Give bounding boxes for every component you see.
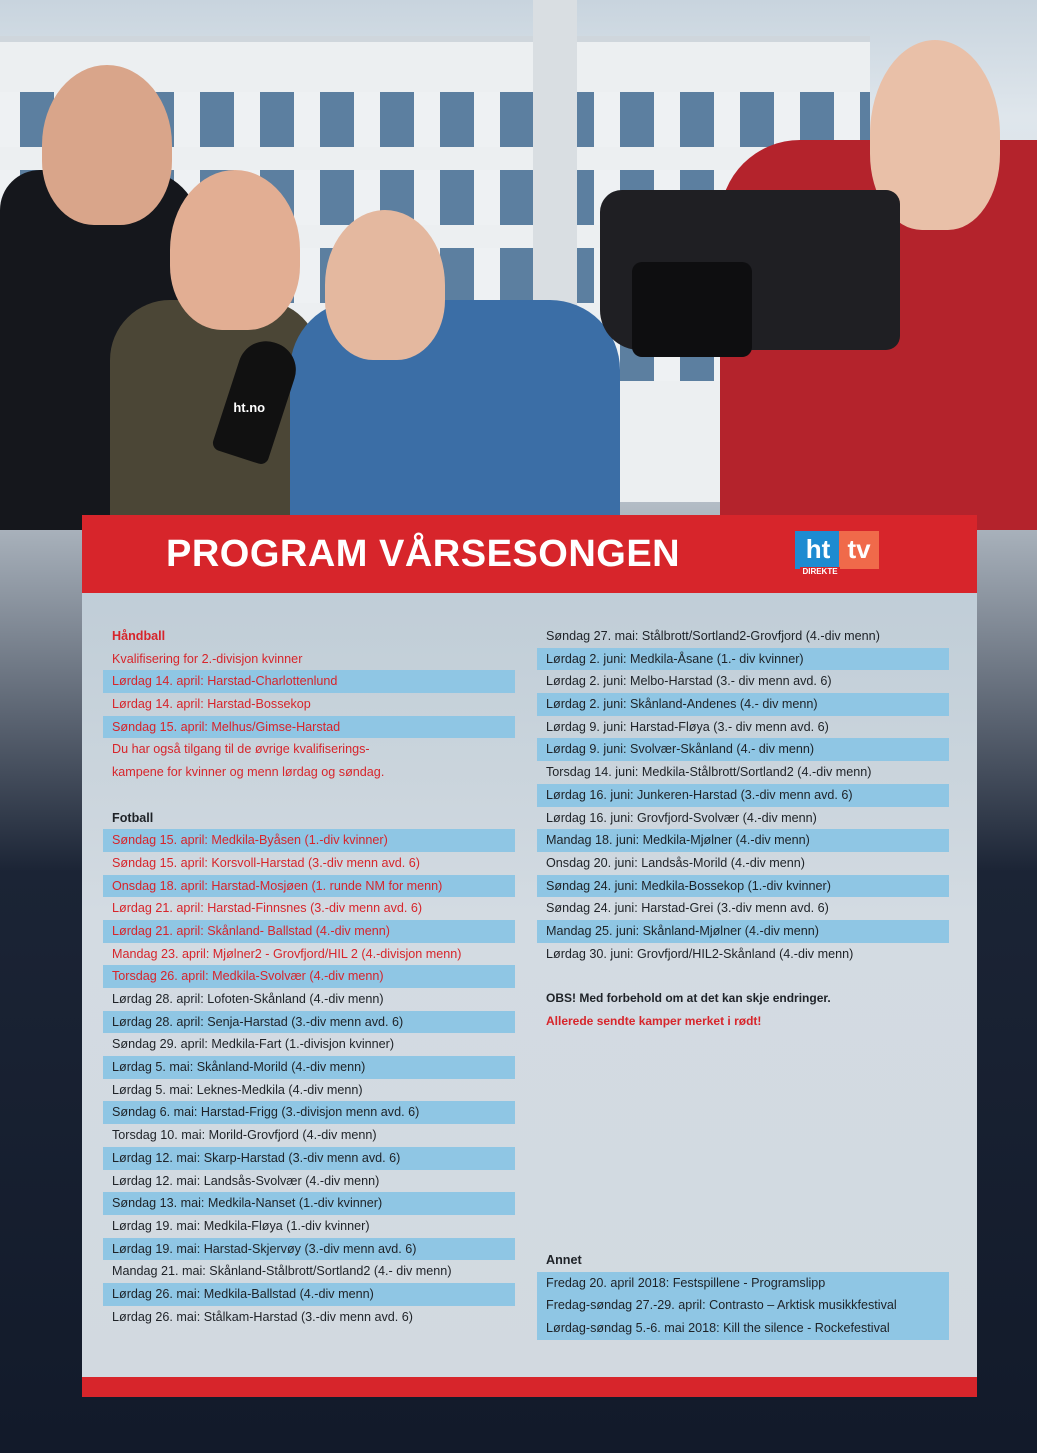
note-line: OBS! Med forbehold om at det kan skje endringer. bbox=[546, 991, 831, 1006]
schedule-row: Lørdag 19. mai: Medkila-Fløya (1.-div kvinner) bbox=[112, 1218, 370, 1233]
schedule-row: Mandag 25. juni: Skånland-Mjølner (4.-div menn) bbox=[537, 920, 949, 943]
schedule-row: Torsdag 14. juni: Medkila-Stålbrott/Sortland2 (4.-div menn) bbox=[546, 765, 872, 780]
schedule-row: Lørdag 14. april: Harstad-Bossekop bbox=[112, 697, 311, 712]
program-card bbox=[82, 515, 977, 1397]
logo-direkte: DIREKTE bbox=[800, 567, 840, 577]
schedule-row: Mandag 23. april: Mjølner2 - Grovfjord/HIL 2 (4.-divisjon menn) bbox=[112, 946, 462, 961]
schedule-row: Mandag 18. juni: Medkila-Mjølner (4.-div menn) bbox=[537, 829, 949, 852]
schedule-row: Lørdag 2. juni: Skånland-Andenes (4.- div menn) bbox=[537, 693, 949, 716]
annet-section bbox=[537, 1249, 949, 1340]
person-glasses-head bbox=[325, 210, 445, 360]
note-line: Allerede sendte kamper merket i rødt! bbox=[546, 1014, 762, 1028]
schedule-row: Lørdag 21. april: Skånland- Ballstad (4.-div menn) bbox=[103, 920, 515, 943]
spacer bbox=[103, 784, 515, 807]
schedule-row: Onsdag 20. juni: Landsås-Morild (4.-div menn) bbox=[546, 855, 805, 870]
schedule-row: Lørdag 28. april: Senja-Harstad (3.-div menn avd. 6) bbox=[103, 1011, 515, 1034]
schedule-row: Lørdag 5. mai: Leknes-Medkila (4.-div menn) bbox=[112, 1082, 363, 1097]
schedule-row: Lørdag 12. mai: Landsås-Svolvær (4.-div menn) bbox=[112, 1173, 380, 1188]
schedule-row: Søndag 15. april: Melhus/Gimse-Harstad bbox=[103, 716, 515, 739]
schedule-row: Søndag 27. mai: Stålbrott/Sortland2-Grovfjord (4.-div menn) bbox=[546, 629, 880, 643]
schedule-row: Lørdag 26. mai: Stålkam-Harstad (3.-div menn avd. 6) bbox=[112, 1309, 413, 1324]
schedule-row: Lørdag 30. juni: Grovfjord/HIL2-Skånland (4.-div menn) bbox=[546, 946, 854, 961]
schedule-left-column bbox=[103, 625, 515, 1328]
card-footer bbox=[82, 1377, 977, 1397]
person-middle-sweater bbox=[110, 300, 320, 520]
schedule-row: kampene for kvinner og menn lørdag og søndag. bbox=[112, 765, 385, 780]
logo-tv: tv bbox=[839, 531, 879, 569]
person-left-head bbox=[42, 65, 172, 225]
schedule-row: Torsdag 10. mai: Morild-Grovfjord (4.-div menn) bbox=[112, 1128, 377, 1143]
section-heading: Håndball bbox=[112, 629, 166, 643]
schedule-row: Lørdag 21. april: Harstad-Finnsnes (3.-div menn avd. 6) bbox=[112, 901, 423, 916]
schedule-row: Lørdag 14. april: Harstad-Charlottenlund bbox=[103, 670, 515, 693]
page-title: PROGRAM VÅRSESONGEN bbox=[166, 533, 681, 575]
schedule-row: Lørdag 19. mai: Harstad-Skjervøy (3.-div menn avd. 6) bbox=[103, 1238, 515, 1261]
annet-item: Fredag-søndag 27.-29. april: Contrasto – Arktisk musikkfestival bbox=[537, 1294, 949, 1317]
httv-logo bbox=[795, 529, 881, 577]
section-heading: Fotball bbox=[112, 810, 154, 825]
schedule-row: Søndag 6. mai: Harstad-Frigg (3.-divisjon menn avd. 6) bbox=[103, 1101, 515, 1124]
schedule-row: Søndag 15. april: Korsvoll-Harstad (3.-div menn avd. 6) bbox=[112, 855, 420, 870]
schedule-row: Søndag 24. juni: Medkila-Bossekop (1.-div kvinner) bbox=[537, 875, 949, 898]
annet-item: Lørdag-søndag 5.-6. mai 2018: Kill the silence - Rockefestival bbox=[537, 1317, 949, 1340]
schedule-row: Mandag 21. mai: Skånland-Stålbrott/Sortland2 (4.- div menn) bbox=[112, 1264, 452, 1279]
annet-list bbox=[537, 1272, 949, 1340]
schedule-row: Søndag 29. april: Medkila-Fart (1.-divisjon kvinner) bbox=[112, 1037, 395, 1052]
schedule-row: Lørdag 28. april: Lofoten-Skånland (4.-div menn) bbox=[112, 992, 384, 1006]
schedule-row: Torsdag 26. april: Medkila-Svolvær (4.-div menn) bbox=[103, 965, 515, 988]
schedule-row: Lørdag 12. mai: Skarp-Harstad (3.-div menn avd. 6) bbox=[103, 1147, 515, 1170]
schedule-right-column bbox=[537, 625, 949, 1336]
card-header bbox=[82, 515, 977, 593]
notes bbox=[537, 987, 949, 1032]
schedule-row: Lørdag 2. juni: Medkila-Åsane (1.- div kvinner) bbox=[537, 648, 949, 671]
schedule-row: Lørdag 2. juni: Melbo-Harstad (3.- div menn avd. 6) bbox=[546, 674, 832, 689]
schedule-row: Onsdag 18. april: Harstad-Mosjøen (1. runde NM for menn) bbox=[103, 875, 515, 898]
schedule-row: Lørdag 26. mai: Medkila-Ballstad (4.-div menn) bbox=[103, 1283, 515, 1306]
mic-label: ht.no bbox=[233, 399, 266, 415]
schedule-row: Søndag 13. mai: Medkila-Nanset (1.-div kvinner) bbox=[103, 1192, 515, 1215]
schedule-row: Kvalifisering for 2.-divisjon kvinner bbox=[112, 651, 303, 666]
schedule-row: Lørdag 5. mai: Skånland-Morild (4.-div menn) bbox=[103, 1056, 515, 1079]
logo-ht: ht bbox=[795, 531, 841, 569]
annet-heading: Annet bbox=[546, 1253, 582, 1267]
annet-item: Fredag 20. april 2018: Festspillene - Programslipp bbox=[537, 1272, 949, 1295]
schedule-row: Søndag 24. juni: Harstad-Grei (3.-div menn avd. 6) bbox=[546, 901, 829, 916]
schedule-row: Søndag 15. april: Medkila-Byåsen (1.-div kvinner) bbox=[103, 829, 515, 852]
schedule-row: Lørdag 16. juni: Junkeren-Harstad (3.-div menn avd. 6) bbox=[537, 784, 949, 807]
schedule-row: Lørdag 9. juni: Svolvær-Skånland (4.- div menn) bbox=[537, 738, 949, 761]
schedule-row: Lørdag 9. juni: Harstad-Fløya (3.- div menn avd. 6) bbox=[546, 719, 829, 734]
schedule-row: Du har også tilgang til de øvrige kvalifiserings- bbox=[112, 742, 370, 757]
schedule-row: Lørdag 16. juni: Grovfjord-Svolvær (4.-div menn) bbox=[546, 810, 817, 825]
camera-lens bbox=[632, 262, 752, 357]
person-middle-head bbox=[170, 170, 300, 330]
right-schedule-list bbox=[537, 625, 949, 965]
